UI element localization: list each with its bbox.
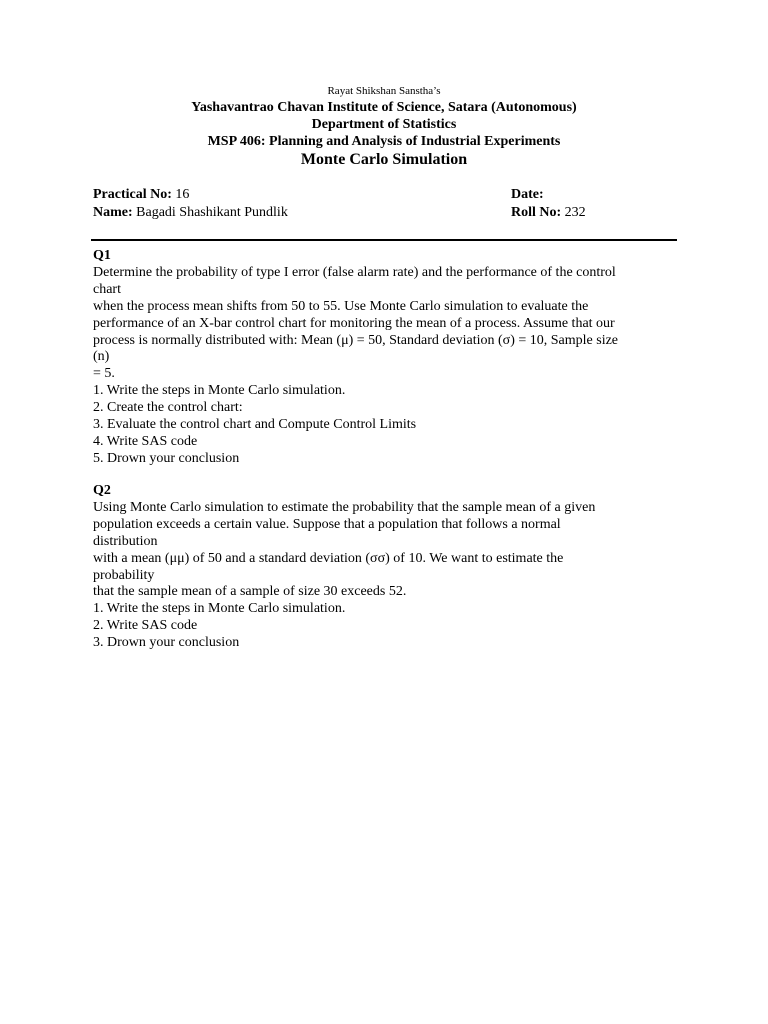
question-2-line: probability xyxy=(93,567,155,583)
question-1-task: 3. Evaluate the control chart and Compute Control Limits xyxy=(93,417,417,433)
question-1-task: 1. Write the steps in Monte Carlo simulation. xyxy=(93,383,346,399)
question-2-task: 3. Drown your conclusion xyxy=(93,635,240,651)
department-name: Department of Statistics xyxy=(311,117,457,132)
roll-value: 232 xyxy=(561,205,586,220)
question-1-line: chart xyxy=(93,281,121,297)
question-2-line: that the sample mean of a sample of size 30 exceeds 52. xyxy=(93,584,407,600)
question-2 xyxy=(93,483,677,652)
question-1-line: process is normally distributed with: Mean (μ) = 50, Standard deviation (σ) = 10, Sample size xyxy=(93,332,619,348)
practical-value: 16 xyxy=(171,187,190,202)
roll-number xyxy=(511,204,586,221)
date-label: Date: xyxy=(511,187,544,202)
question-1-task: 2. Create the control chart: xyxy=(93,400,243,416)
question-1-line: = 5. xyxy=(93,366,115,382)
question-2-task: 1. Write the steps in Monte Carlo simulation. xyxy=(93,601,346,617)
student-name xyxy=(93,204,288,221)
question-1-line: Determine the probability of type I error (false alarm rate) and the performance of the control xyxy=(93,264,616,280)
question-1-line: performance of an X-bar control chart for monitoring the mean of a process. Assume that our xyxy=(93,315,615,331)
date-field xyxy=(511,186,544,203)
question-1-line: when the process mean shifts from 50 to 55. Use Monte Carlo simulation to evaluate the xyxy=(93,298,589,314)
name-label: Name: xyxy=(93,205,133,220)
roll-label: Roll No: xyxy=(511,205,562,220)
question-2-line: distribution xyxy=(93,533,158,549)
question-2-line: Using Monte Carlo simulation to estimate the probability that the sample mean of a given xyxy=(93,499,596,515)
question-2-line: with a mean (μμ) of 50 and a standard deviation (σσ) of 10. We want to estimate the xyxy=(93,550,564,566)
practical-number xyxy=(93,186,189,203)
question-1-task: 5. Drown your conclusion xyxy=(93,450,240,466)
divider-line xyxy=(91,239,677,241)
question-1 xyxy=(93,248,677,468)
question-1-heading: Q1 xyxy=(93,248,111,263)
page-title: Monte Carlo Simulation xyxy=(300,151,468,168)
name-value: Bagadi Shashikant Pundlik xyxy=(132,205,288,220)
course-name: MSP 406: Planning and Analysis of Industrial Experiments xyxy=(207,134,561,149)
sanstha-name: Rayat Shikshan Sanstha’s xyxy=(327,85,441,97)
question-2-task: 2. Write SAS code xyxy=(93,618,198,634)
question-2-heading: Q2 xyxy=(93,483,111,498)
question-1-line: (n) xyxy=(93,349,110,365)
question-1-task: 4. Write SAS code xyxy=(93,433,198,449)
practical-label: Practical No: xyxy=(93,187,172,202)
institute-name: Yashavantrao Chavan Institute of Science, Satara (Autonomous) xyxy=(191,100,577,115)
question-2-line: population exceeds a certain value. Suppose that a population that follows a normal xyxy=(93,516,561,532)
